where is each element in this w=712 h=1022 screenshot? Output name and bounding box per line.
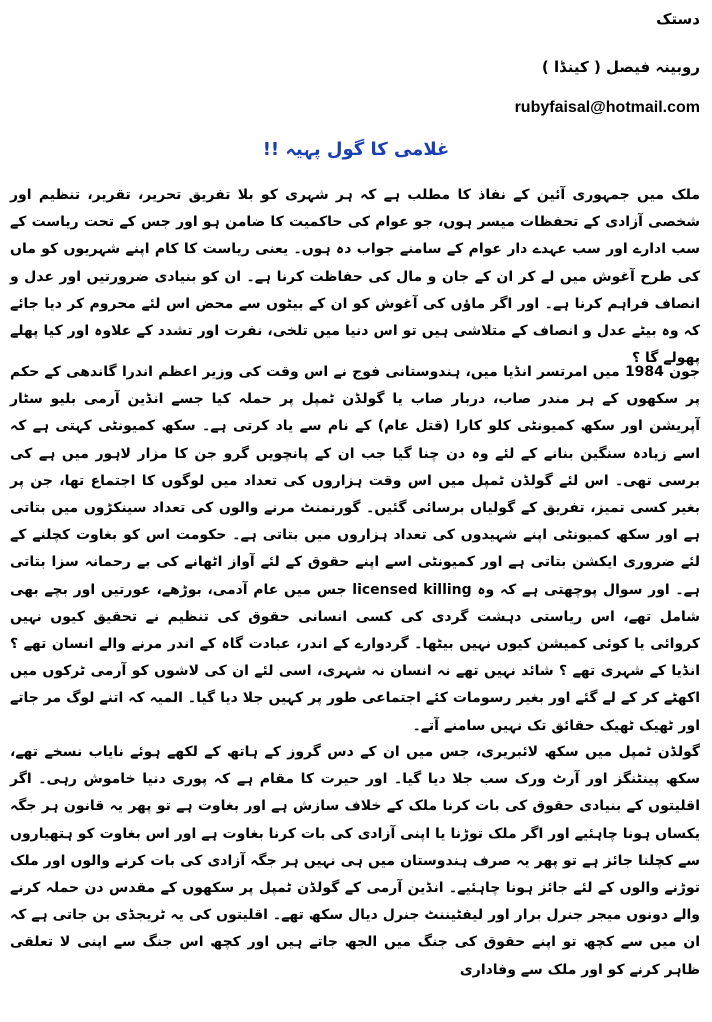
author-email: rubyfaisal@hotmail.com	[514, 99, 700, 116]
column-category: دستک	[656, 10, 700, 28]
article-paragraph-1	[10, 182, 700, 372]
paragraph-text: جون 1984 میں امرتسر انڈیا میں، ہندوستانی فوج نے اس وقت کی وزیر اعظم اندرا گاندھی کے حکم پر سکھوں کے ہر مندر صاب، دربار صاب یا گولڈن ٹمپل پر حملہ کیا جسے انڈین آرمی بلیو سٹار آپریشن اور سکھ کمیونٹی کلو کارا (قتل عام) کے نام سے یاد کرتی ہے۔ سکھ کمیونٹی کہتی ہے کہ اسے زیادہ سنگین بنانے کے لئے وہ دن چنا گیا جب ان کے پانچویں گرو جن کا مزار لاہور میں ہے کی برسی تھی۔ اس لئے گولڈن ٹمپل میں اس وقت ہزاروں کی تعداد میں لوگوں کا اجتماع تھا، جن پر بغیر کسی تمیز، تفریق کے گولیاں برسائی گئیں۔ گورنمنٹ مرنے والوں کی تعداد سینکڑوں میں بتاتی ہے اور سکھ کمیونٹی اپنے شہیدوں کی تعداد ہزاروں میں بتاتی ہے۔ حکومت اس کو بغاوت کچلنے کے لئے ضروری ایکشن بتاتی ہے اور کمیونٹی اسے اپنے حقوق کے لئے آواز اٹھانے کی بے رحمانہ سزا بتاتی ہے۔ اور سوال پوچھتی ہے کہ وہ licensed killing جس میں عام آدمی، بوڑھے، عورتیں اور بچے بھی شامل تھے، اس ریاستی دہشت گردی کی کسی انسانی حقوق کی تنظیم نے تحقیق کیوں نہیں کروائی یا کوئی کمیشن کیوں نہیں بیٹھا۔ گردوارے کے اندر، عبادت گاہ کے اندر مرنے والے انسان تھے ؟ انڈیا کے شہری تھے ؟ شائد نہیں تھے نہ انسان نہ شہری، اسی لئے ان کی لاشوں کو آرمی ٹرکوں میں اکھٹے کر کے لے گئے اور بغیر رسومات کئے اجتماعی طور پر کہیں جلا دیا گیا۔ المیہ کہ اتنے لوگ مر جاتے اور ٹھیک ٹھیک حقائق تک نہیں سامنے آتے۔	[10, 364, 701, 734]
article-paragraph-2	[10, 359, 700, 740]
article-paragraph-3	[10, 739, 700, 984]
paragraph-text: گولڈن ٹمپل میں سکھ لائبریری، جس میں ان کے دس گروز کے ہاتھ کے لکھے ہوئے نایاب نسخے تھے، سکھ پینٹنگز اور آرٹ ورک سب جلا دیا گیا۔ اور حیرت کا مقام ہے کہ پوری دنیا خاموش رہی۔ اگر اقلیتوں کے بنیادی حقوق کی بات کرنا ملک کے خلاف سازش ہے اور بغاوت ہے تو پھر یہ قانون ہر جگہ یکساں ہونا چاہئیے اور اگر ملک توڑنا یا اپنی آزادی کی بات کرنا بغاوت ہے اور اس بغاوت کو ہتھیاروں سے کچلنا جائز ہے تو پھر یہ صرف ہندوستان میں ہی نہیں ہر جگہ آزادی کی بات کرنے والوں اور ملک توڑنے والوں کے لئے جائز ہونا چاہئیے۔ انڈین آرمی کے گولڈن ٹمپل پر سکھوں کے مقدس دن حملہ کرنے والے دونوں میجر جنرل برار اور لیفٹیننٹ جنرل دیال سکھ تھے۔ اقلیتوں کی یہ ٹریجڈی بن جاتی ہے کہ ان میں سے کچھ تو اپنے حقوق کی جنگ میں الجھ جاتے ہیں اور کچھ اس جنگ سے اپنی لا تعلقی ظاہر کرنے کو اور ملک سے وفاداری	[10, 744, 700, 978]
paragraph-text: ملک میں جمہوری آئین کے نفاذ کا مطلب ہے کہ ہر شہری کو بلا تفریق تحریر، تقریر، تنظیم اور شخصی آزادی کے تحفظات میسر ہوں، جو عوام کی حاکمیت کا ضامن ہو اور جس کے تحت ریاست کے سب ادارے اور سب عہدے دار عوام کے سامنے جواب دہ ہوں۔ یعنی ریاست کا کام اپنے شہریوں کو ماں کی طرح آغوش میں لے کر ان کے جان و مال کی حفاظت کرنا ہے۔ ان کو بنیادی ضرورتیں اور عدل و انصاف فراہم کرنا ہے۔ اور اگر ماؤں کی آغوش کو ان کے بیٹوں سے محض اس لئے محروم کر دیا جائے کہ وہ بیٹے عدل و انصاف کے متلاشی ہیں تو اس دنیا میں تلخی، نفرت اور تشدد کے علاوہ اور کیا پھلے پھولے گا ؟	[10, 187, 700, 367]
author-name: روبینہ فیصل ( کینڈا )	[541, 58, 700, 76]
article-title: غلامی کا گول پہیہ !!	[262, 139, 450, 160]
